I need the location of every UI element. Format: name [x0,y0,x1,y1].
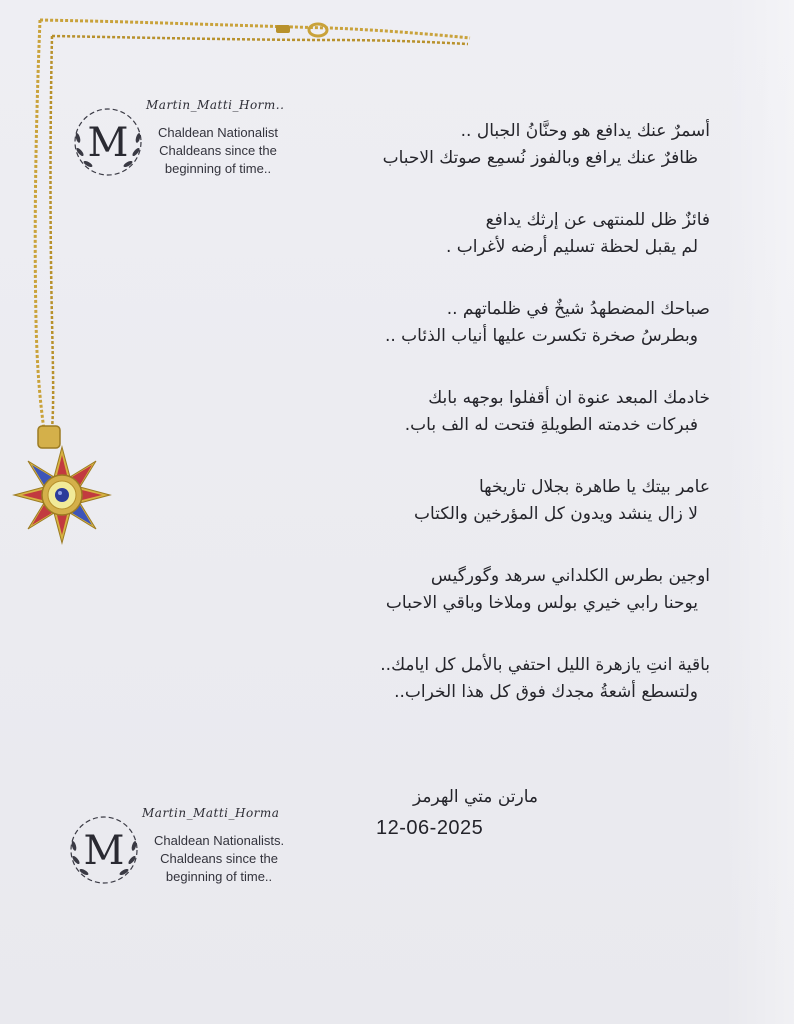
poem-line: وبطرسُ صخرة تكسرت عليها أنياب الذئاب .. [384,326,698,346]
laurel-m-emblem-icon [66,100,150,184]
poem-line: لا زال ينشد ويدون كل المؤرخين والكتاب [414,504,698,524]
handwritten-signature: Martin_Matti_Horm.. [146,98,285,112]
poem-line: يوحنا رابي خيري بولس وملاخا وباقي الاحباب [385,593,698,613]
logo-tagline [154,832,284,886]
poem-stanza [330,563,710,617]
poem-line: باقية انتِ يازهرة الليل احتفي بالأمل كل ايامك.. [380,655,710,675]
poem-line: فائزٌ ظل للمنتهى عن إرثك يدافع [485,210,710,230]
chaldean-logo-bottom [62,808,322,898]
poem-stanza [330,385,710,439]
poem-line: ولتسطع أشعةُ مجدك فوق كل هذا الخراب.. [394,682,698,702]
poem-line: اوجين بطرس الكلداني سرهد وگورگيس [430,566,710,586]
poem-line: خادمك المبعد عنوة ان أقفلوا بوجهه بابك [428,388,710,408]
laurel-m-emblem-icon [62,808,146,892]
poem-line: صباحك المضطهدُ شيخٌ في ظلماتهم .. [446,299,710,319]
author-name: مارتن متي الهرمز [413,787,538,807]
poem-line: عامر بيتك يا طاهرة بجلال تاريخها [478,477,710,497]
poem-line: ظافرٌ عنك يرافع وبالفوز نُسمِع صوتك الاحباب [382,148,698,168]
poem-stanza [330,474,710,528]
poem-stanza [330,296,710,350]
chaldean-logo-top [66,100,326,190]
poem-stanza [330,652,710,706]
poem-stanza [330,207,710,261]
logo-tagline-line: Chaldeans since the [159,143,277,158]
handwritten-signature: Martin_Matti_Horma [142,806,280,820]
poem-line: أسمرٌ عنك يدافع هو وحنَّانُ الجبال .. [460,121,710,141]
poem-stanza [330,118,710,172]
poem-body [330,118,710,741]
svg-text:M: M [87,120,129,166]
poem-date: 12-06-2025 [376,817,484,839]
logo-tagline-line: beginning of time.. [165,869,273,884]
logo-tagline-line: Chaldeans since the [160,851,278,866]
poem-line: فبركات خدمته الطويلةِ فتحت له الف باب. [404,415,698,435]
poem-line: لم يقبل لحظة تسليم أرضه لأغراب . [445,237,698,257]
logo-tagline-line: Chaldean Nationalists. [154,833,285,848]
logo-tagline-line: Chaldean Nationalist [158,125,278,140]
svg-text:M: M [83,828,125,874]
logo-tagline [158,124,278,178]
logo-tagline-line: beginning of time.. [164,161,272,176]
